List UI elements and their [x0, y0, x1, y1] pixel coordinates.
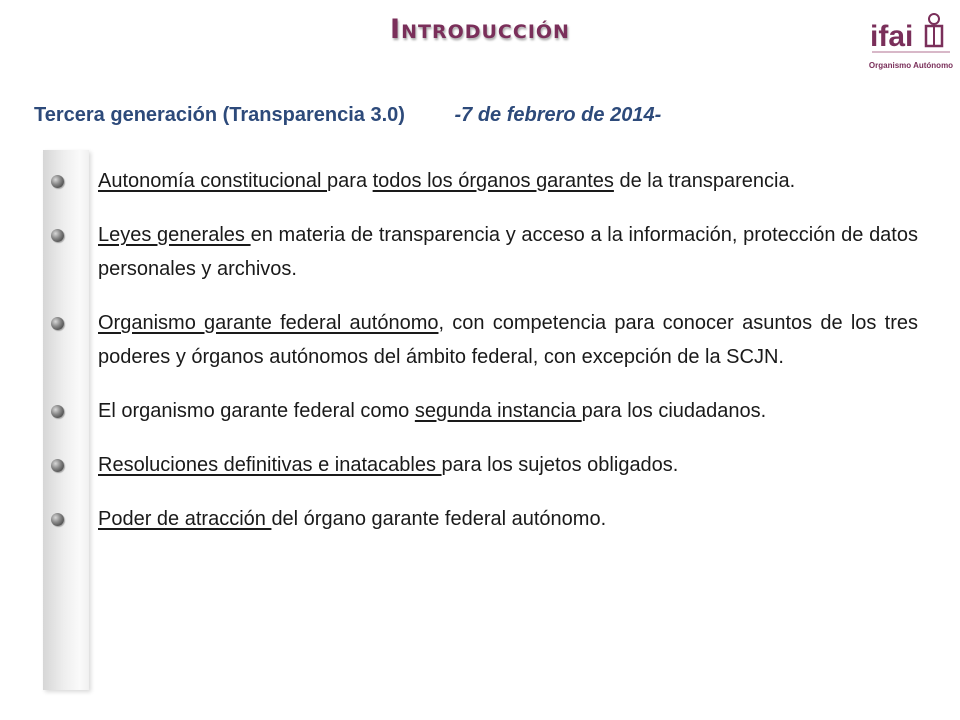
underlined-text: Resoluciones definitivas e inatacables — [98, 454, 442, 476]
bullet-icon — [51, 317, 64, 330]
bullet-icon — [51, 513, 64, 526]
item-text: del órgano garante federal autónomo. — [271, 508, 607, 530]
item-text: para — [327, 170, 373, 192]
item-text: El organismo garante federal como — [98, 400, 415, 422]
item-text: para los sujetos obligados. — [441, 454, 679, 476]
subtitle-text: Tercera generación (Transparencia 3.0) — [34, 104, 405, 126]
bullet-list — [98, 164, 918, 536]
list-item — [98, 164, 918, 198]
list-item — [98, 306, 918, 374]
underlined-text: Autonomía constitucional — [98, 170, 328, 192]
bullet-icon — [51, 459, 64, 472]
decorative-side-bar — [43, 150, 89, 690]
slide-title-text: Introducción — [390, 14, 570, 45]
ifai-logo — [868, 10, 954, 72]
item-text: , con competencia para conocer asuntos de los tres poderes y órganos autónomos del ámbito federal, con excepción de la SCJN. — [98, 312, 918, 368]
underlined-text: Poder de atracción — [98, 508, 272, 530]
underlined-text: segunda instancia — [414, 400, 582, 422]
logo-brand-text: ifai — [870, 20, 914, 53]
subtitle-date: -7 de febrero de 2014- — [454, 104, 662, 126]
bullet-icon — [51, 405, 64, 418]
list-item — [98, 448, 918, 482]
bullet-icon — [51, 175, 64, 188]
logo-tagline: Organismo Autónomo — [868, 61, 954, 70]
underlined-text: todos los órganos garantes — [372, 170, 614, 192]
list-item — [98, 394, 918, 428]
item-text: para los ciudadanos. — [581, 400, 767, 422]
underlined-text: Organismo garante federal autónomo — [98, 312, 439, 334]
ifai-logo-icon — [868, 10, 954, 60]
item-text: en materia de transparencia y acceso a la información, protección de datos personales y archivos. — [98, 224, 918, 280]
underlined-text: Leyes generales — [98, 224, 251, 246]
list-item — [98, 218, 918, 286]
slide-subtitle — [34, 104, 661, 127]
slide-title — [0, 14, 960, 45]
list-item — [98, 502, 918, 536]
bullet-icon — [51, 229, 64, 242]
item-text: de la transparencia. — [613, 170, 796, 192]
